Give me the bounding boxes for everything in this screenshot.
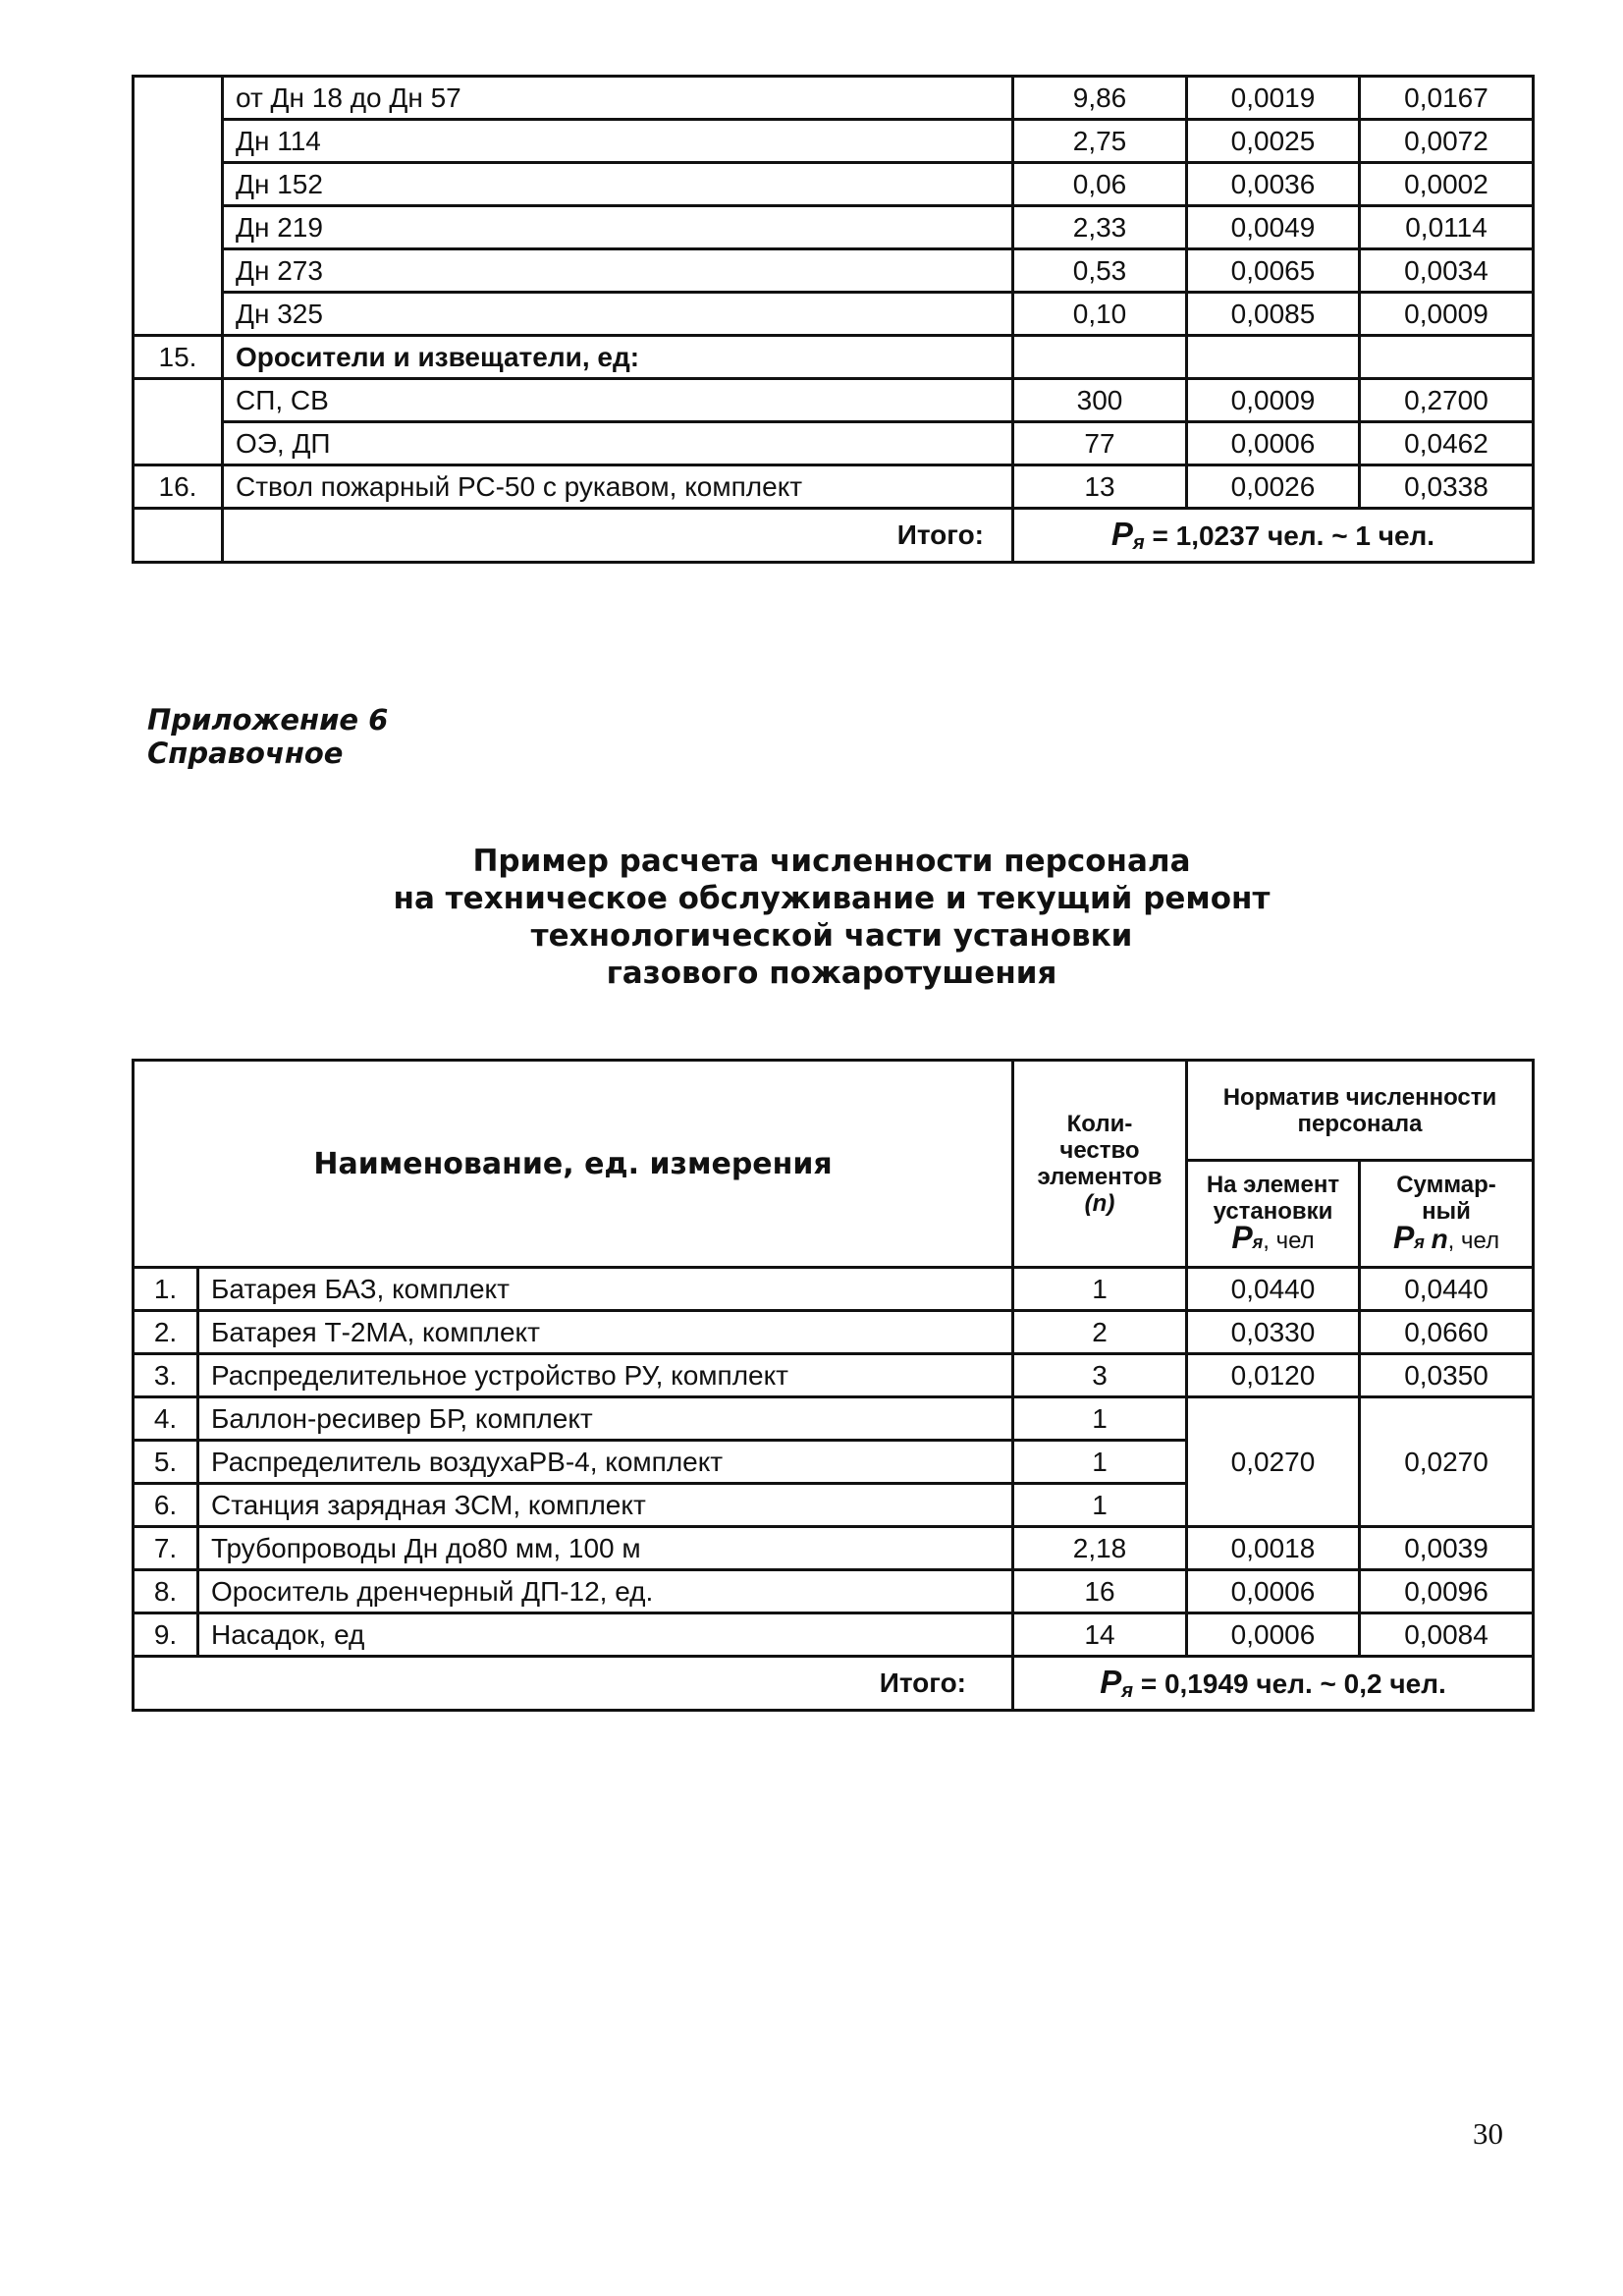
item-norm: 0,0018 bbox=[1187, 1527, 1360, 1570]
item-norm: 0,0440 bbox=[1187, 1268, 1360, 1311]
row-number bbox=[134, 379, 223, 465]
item-total: 0,0338 bbox=[1360, 465, 1534, 509]
appendix-type: Справочное bbox=[147, 737, 344, 770]
item-quantity: 9,86 bbox=[1013, 77, 1187, 120]
item-total: 0,2700 bbox=[1360, 379, 1534, 422]
appendix-label bbox=[147, 703, 388, 770]
item-total: 0,0039 bbox=[1360, 1527, 1534, 1570]
gas-extinguishing-staffing-table bbox=[132, 1059, 1535, 1712]
item-total: 0,0002 bbox=[1360, 163, 1534, 206]
item-total: 0,0660 bbox=[1360, 1311, 1534, 1354]
item-quantity: 0,06 bbox=[1013, 163, 1187, 206]
item-quantity: 2,18 bbox=[1013, 1527, 1187, 1570]
item-quantity: 14 bbox=[1013, 1613, 1187, 1657]
table-row bbox=[134, 120, 1534, 163]
total-row bbox=[134, 1657, 1534, 1711]
total-label: Итого: bbox=[223, 509, 1013, 563]
row-number: 4. bbox=[134, 1397, 198, 1441]
item-name: СП, СВ bbox=[223, 379, 1013, 422]
item-name: Оросители и извещатели, ед: bbox=[223, 336, 1013, 379]
item-quantity: 1 bbox=[1013, 1268, 1187, 1311]
table-row bbox=[134, 1613, 1534, 1657]
merged-total: 0,0270 bbox=[1360, 1397, 1534, 1527]
item-total: 0,0084 bbox=[1360, 1613, 1534, 1657]
item-quantity: 2,75 bbox=[1013, 120, 1187, 163]
item-total: 0,0440 bbox=[1360, 1268, 1534, 1311]
item-norm: 0,0036 bbox=[1187, 163, 1360, 206]
item-name: Батарея Т-2МА, комплект bbox=[198, 1311, 1013, 1354]
item-total: 0,0009 bbox=[1360, 293, 1534, 336]
total-label: Итого: bbox=[134, 1657, 1013, 1711]
item-norm: 0,0330 bbox=[1187, 1311, 1360, 1354]
header-row bbox=[134, 1061, 1534, 1161]
item-norm: 0,0049 bbox=[1187, 206, 1360, 249]
item-norm: 0,0085 bbox=[1187, 293, 1360, 336]
item-quantity: 0,53 bbox=[1013, 249, 1187, 293]
item-name: Дн 152 bbox=[223, 163, 1013, 206]
item-norm: 0,0019 bbox=[1187, 77, 1360, 120]
item-name: Станция зарядная ЗСМ, комплект bbox=[198, 1484, 1013, 1527]
item-name: Дн 219 bbox=[223, 206, 1013, 249]
row-number: 5. bbox=[134, 1441, 198, 1484]
total-value bbox=[1013, 509, 1534, 563]
page-number: 30 bbox=[1473, 2116, 1503, 2151]
header-quantity-line: Коли- bbox=[1066, 1111, 1133, 1137]
item-name: Распределительное устройство РУ, комплект bbox=[198, 1354, 1013, 1397]
item-norm: 0,0120 bbox=[1187, 1354, 1360, 1397]
item-quantity bbox=[1013, 336, 1187, 379]
total-symbol: P bbox=[1100, 1664, 1122, 1700]
total-row bbox=[134, 509, 1534, 563]
table-row bbox=[134, 206, 1534, 249]
appendix-number: Приложение 6 bbox=[147, 703, 389, 737]
item-norm: 0,0065 bbox=[1187, 249, 1360, 293]
item-name: Батарея БАЗ, комплект bbox=[198, 1268, 1013, 1311]
heading-line: на техническое обслуживание и текущий ремонт bbox=[393, 881, 1271, 916]
row-number: 2. bbox=[134, 1311, 198, 1354]
total-value bbox=[1013, 1657, 1534, 1711]
merged-norm: 0,0270 bbox=[1187, 1397, 1360, 1527]
table-row bbox=[134, 1354, 1534, 1397]
item-total: 0,0096 bbox=[1360, 1570, 1534, 1613]
item-total: 0,0072 bbox=[1360, 120, 1534, 163]
item-name: от Дн 18 до Дн 57 bbox=[223, 77, 1013, 120]
item-name: Трубопроводы Дн до80 мм, 100 м bbox=[198, 1527, 1013, 1570]
item-total: 0,0114 bbox=[1360, 206, 1534, 249]
header-name: Наименование, ед. измерения bbox=[134, 1061, 1013, 1268]
item-name: Ствол пожарный РС-50 с рукавом, комплект bbox=[223, 465, 1013, 509]
table-row bbox=[134, 163, 1534, 206]
row-number: 6. bbox=[134, 1484, 198, 1527]
row-number: 8. bbox=[134, 1570, 198, 1613]
item-total: 0,0167 bbox=[1360, 77, 1534, 120]
table-row bbox=[134, 422, 1534, 465]
item-quantity: 0,10 bbox=[1013, 293, 1187, 336]
total-subscript: я bbox=[1132, 532, 1145, 554]
item-total: 0,0462 bbox=[1360, 422, 1534, 465]
item-quantity: 300 bbox=[1013, 379, 1187, 422]
item-quantity: 77 bbox=[1013, 422, 1187, 465]
header-per-element: На элемент установки Pя, чел bbox=[1187, 1161, 1360, 1268]
total-result: = 0,1949 чел. ~ 0,2 чел. bbox=[1140, 1668, 1446, 1699]
item-norm: 0,0006 bbox=[1187, 422, 1360, 465]
row-number: 15. bbox=[134, 336, 223, 379]
item-quantity: 1 bbox=[1013, 1484, 1187, 1527]
table-row bbox=[134, 293, 1534, 336]
section-heading bbox=[132, 843, 1532, 992]
item-quantity: 1 bbox=[1013, 1397, 1187, 1441]
header-quantity bbox=[1013, 1061, 1187, 1268]
item-quantity: 16 bbox=[1013, 1570, 1187, 1613]
total-subscript: я bbox=[1121, 1680, 1134, 1702]
table-row bbox=[134, 465, 1534, 509]
staffing-table-continued bbox=[132, 75, 1535, 564]
header-quantity-line: чество bbox=[1059, 1137, 1140, 1164]
header-quantity-line: элементов bbox=[1037, 1164, 1163, 1190]
total-symbol: P bbox=[1110, 516, 1133, 552]
row-number: 3. bbox=[134, 1354, 198, 1397]
row-number: 9. bbox=[134, 1613, 198, 1657]
item-quantity: 2,33 bbox=[1013, 206, 1187, 249]
item-norm bbox=[1187, 336, 1360, 379]
total-result: = 1,0237 чел. ~ 1 чел. bbox=[1152, 520, 1435, 551]
item-name: Дн 325 bbox=[223, 293, 1013, 336]
item-norm: 0,0006 bbox=[1187, 1570, 1360, 1613]
item-name: Дн 114 bbox=[223, 120, 1013, 163]
item-quantity: 2 bbox=[1013, 1311, 1187, 1354]
table-row bbox=[134, 1311, 1534, 1354]
table-row bbox=[134, 379, 1534, 422]
item-name: Баллон-ресивер БР, комплект bbox=[198, 1397, 1013, 1441]
table-row bbox=[134, 77, 1534, 120]
item-norm: 0,0025 bbox=[1187, 120, 1360, 163]
table-row bbox=[134, 1397, 1534, 1441]
header-quantity-symbol: (n) bbox=[1084, 1190, 1115, 1217]
table-row bbox=[134, 1268, 1534, 1311]
table-row bbox=[134, 249, 1534, 293]
item-total bbox=[1360, 336, 1534, 379]
item-norm: 0,0009 bbox=[1187, 379, 1360, 422]
item-norm: 0,0006 bbox=[1187, 1613, 1360, 1657]
row-number: 1. bbox=[134, 1268, 198, 1311]
item-quantity: 1 bbox=[1013, 1441, 1187, 1484]
table-row bbox=[134, 336, 1534, 379]
item-name: Насадок, ед bbox=[198, 1613, 1013, 1657]
table-row bbox=[134, 1527, 1534, 1570]
header-sum: Суммар- ный Pя n, чел bbox=[1360, 1161, 1534, 1268]
table-row bbox=[134, 1570, 1534, 1613]
row-number: 16. bbox=[134, 465, 223, 509]
heading-line: газового пожаротушения bbox=[606, 956, 1057, 991]
item-quantity: 13 bbox=[1013, 465, 1187, 509]
item-norm: 0,0026 bbox=[1187, 465, 1360, 509]
row-number: 7. bbox=[134, 1527, 198, 1570]
header-norm-group: Норматив численности персонала bbox=[1187, 1061, 1534, 1161]
item-total: 0,0350 bbox=[1360, 1354, 1534, 1397]
heading-line: технологической части установки bbox=[530, 918, 1133, 954]
item-name: ОЭ, ДП bbox=[223, 422, 1013, 465]
item-quantity: 3 bbox=[1013, 1354, 1187, 1397]
heading-line: Пример расчета численности персонала bbox=[472, 844, 1191, 879]
item-name: Ороситель дренчерный ДП-12, ед. bbox=[198, 1570, 1013, 1613]
item-name: Распределитель воздухаРВ-4, комплект bbox=[198, 1441, 1013, 1484]
item-total: 0,0034 bbox=[1360, 249, 1534, 293]
item-name: Дн 273 bbox=[223, 249, 1013, 293]
row-number bbox=[134, 77, 223, 336]
empty-cell bbox=[134, 509, 223, 563]
